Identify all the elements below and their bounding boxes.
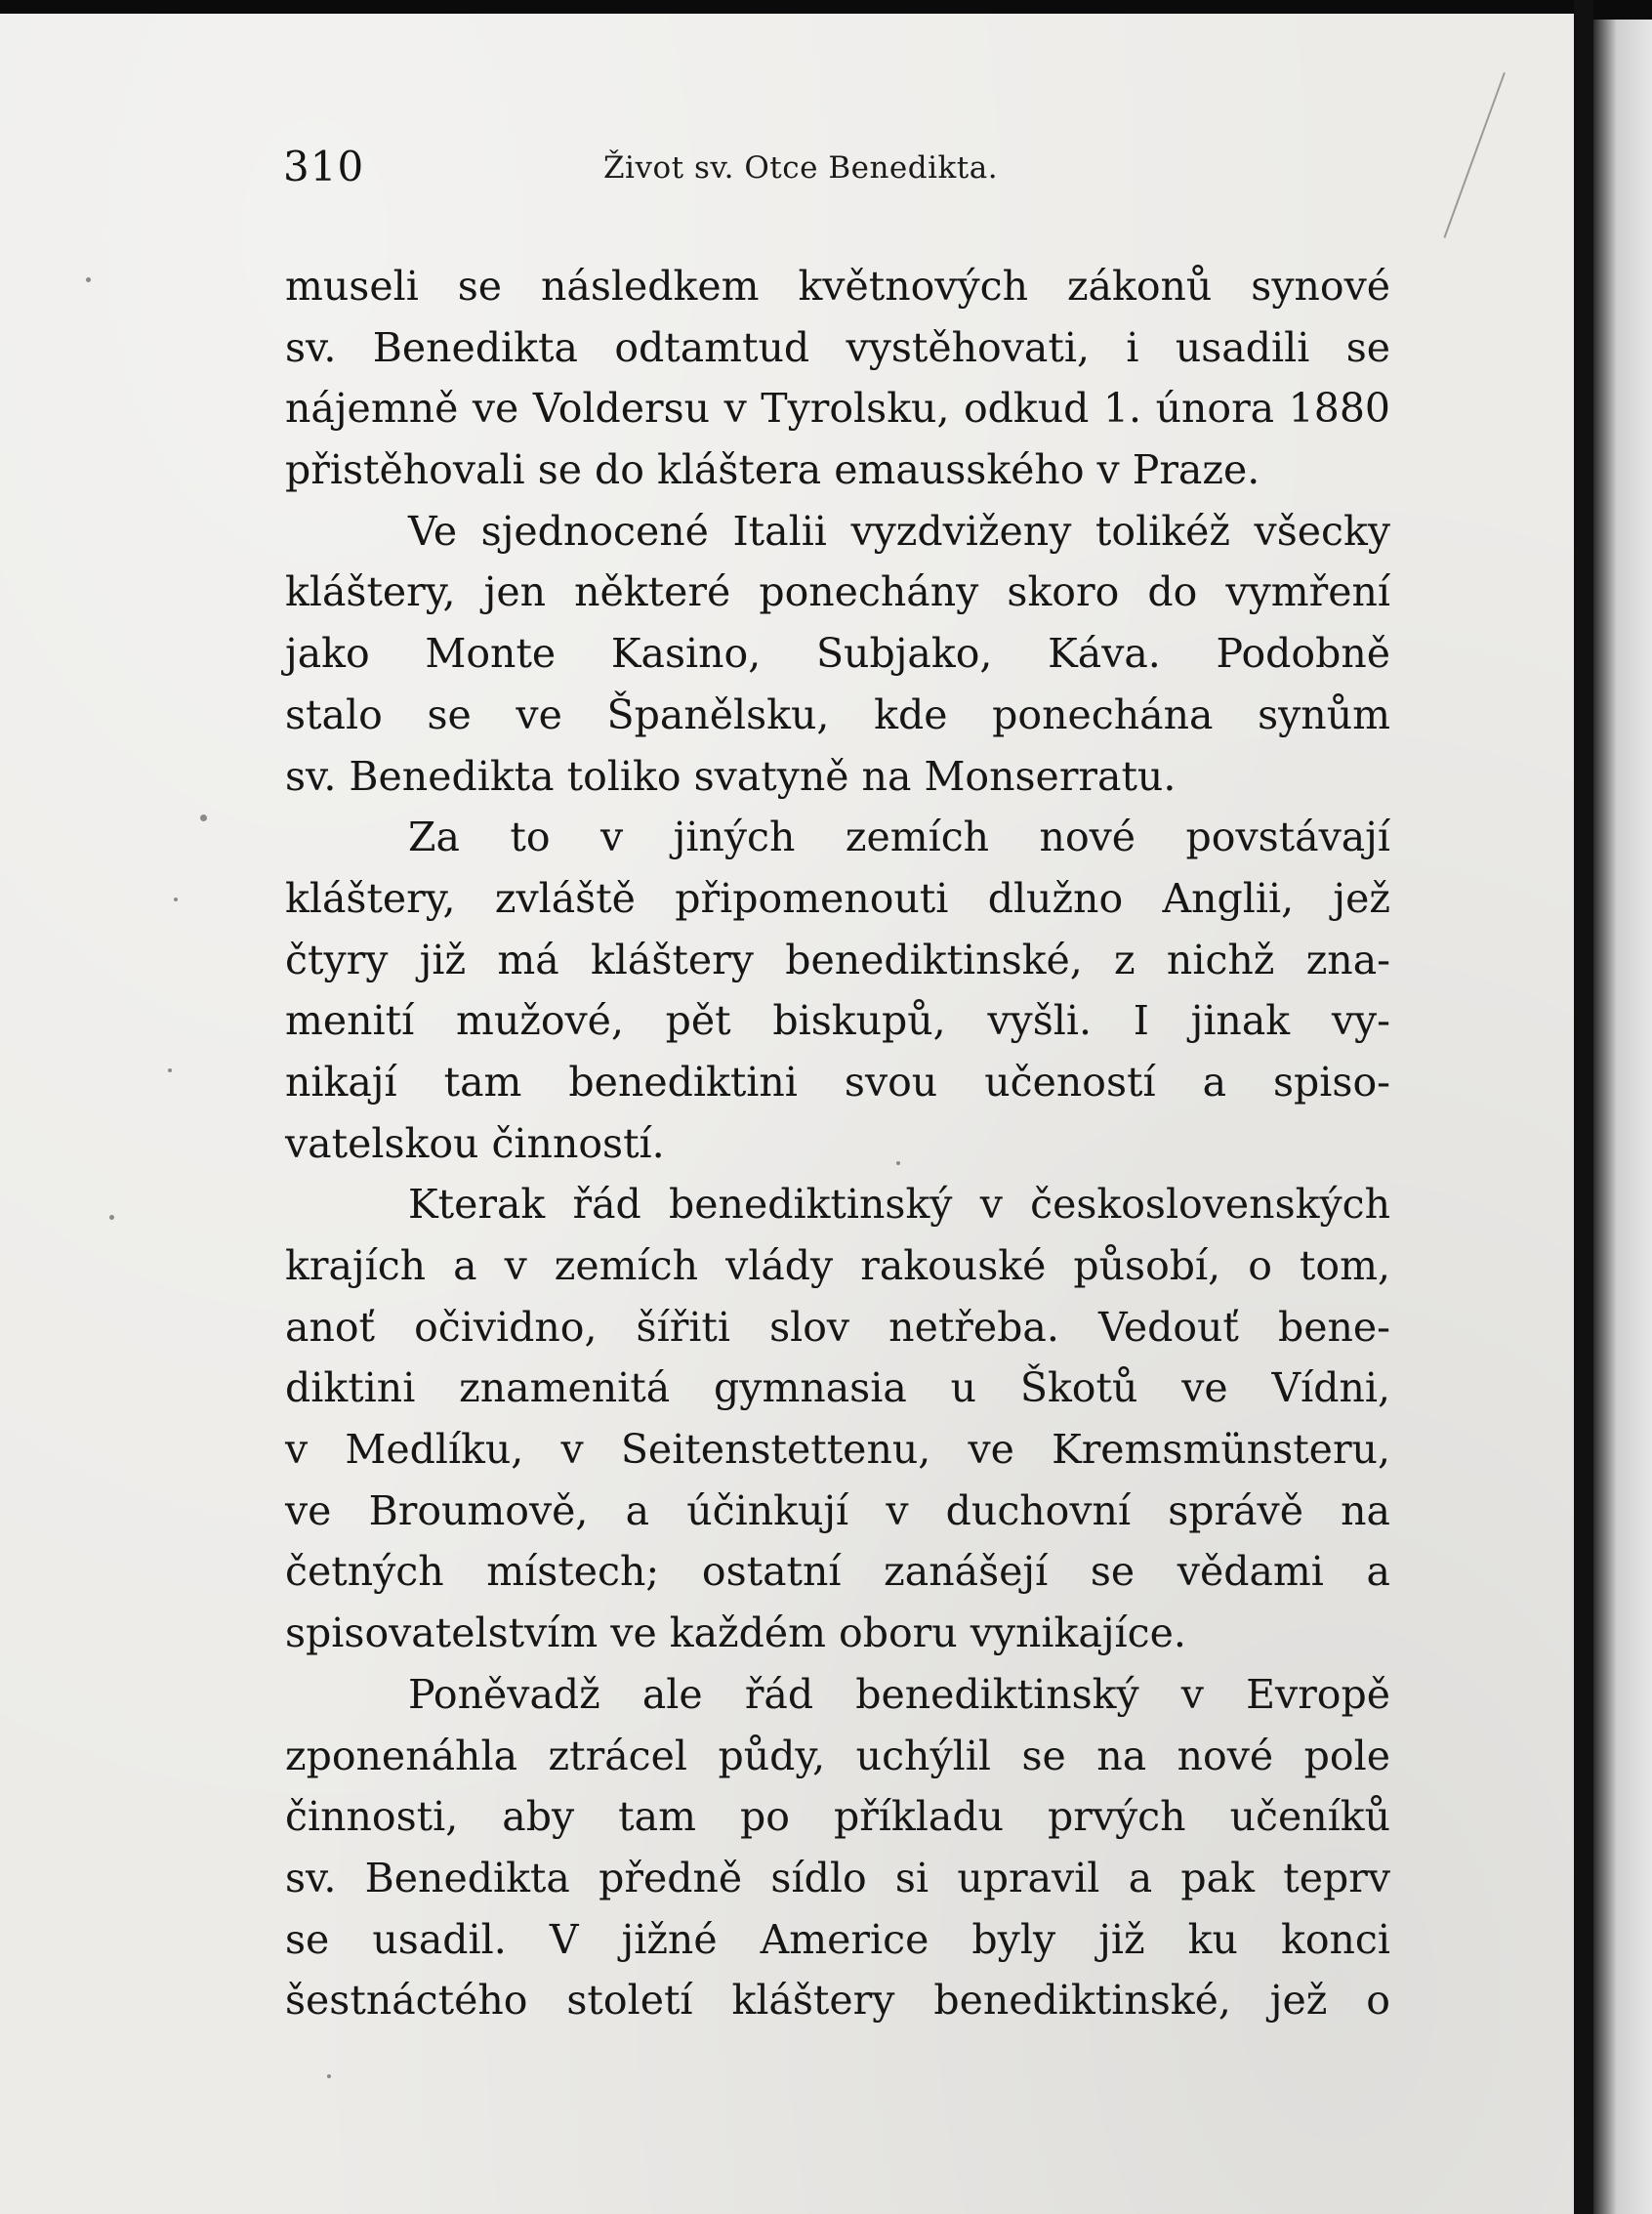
text-line: činnosti, aby tam po příkladu prvých učeníků [285,1793,1390,1841]
text-line: přistěhovali se do kláštera emausského v Praze. [285,446,1260,494]
text-line: v Medlíku, v Seitenstettenu, ve Kremsmünsteru, [285,1426,1390,1474]
next-page-edge [1593,20,1652,2214]
text-line: nikají tam benediktini svou učeností a spiso- [285,1058,1390,1106]
text-line: nájemně ve Voldersu v Tyrolsku, odkud 1. února 1880 [285,385,1390,433]
text-line: čtyry již má kláštery benediktinské, z nichž zna- [285,936,1390,983]
scan-speck [327,2074,331,2078]
scan-speck [86,277,91,282]
page-number: 310 [283,143,365,190]
text-line: sv. Benedikta předně sídlo si upravil a pak teprv [285,1854,1390,1901]
text-line: šestnáctého století kláštery benediktinské, jež o [285,1977,1390,2025]
text-line: menití mužové, pět biskupů, vyšli. I jinak vy- [285,997,1390,1045]
text-line: vatelskou činností. [285,1119,665,1167]
text-line: sv. Benedikta toliko svatyně na Monserratu. [285,752,1177,800]
scan-speck [200,815,207,821]
scan-speck [168,1068,172,1072]
scanned-page [0,14,1574,2214]
page-header [283,143,1416,191]
text-line: se usadil. V jižné Americe byly již ku konci [285,1915,1390,1963]
scan-speck [109,1215,114,1220]
text-line: sv. Benedikta odtamtud vystěhovati, i usadili se [285,323,1390,371]
text-line: ve Broumově, a účinkují v duchovní správě na [285,1486,1390,1534]
text-line: zponenáhla ztrácel půdy, uchýlil se na nové pole [285,1732,1390,1779]
text-line: Za to v jiných zemích nové povstávají [408,814,1390,861]
scan-scratch [1443,72,1505,238]
text-line: Ve sjednocené Italii vyzdviženy tolikéž všecky [408,507,1390,555]
text-line: četných místech; ostatní zanášejí se vědami a [285,1548,1390,1596]
text-line: Poněvadž ale řád benediktinský v Evropě [408,1670,1390,1718]
text-line: Kterak řád benediktinský v československých [408,1181,1390,1229]
text-line: kláštery, zvláště připomenouti dlužno Anglii, jež [285,874,1390,922]
body-text [285,256,1390,2031]
book-gutter [1574,0,1593,2214]
scan-speck [174,898,178,901]
running-title: Život sv. Otce Benedikta. [603,150,999,186]
text-line: spisovatelstvím ve každém oboru vynikajíce. [285,1609,1186,1657]
scan-speck [896,1161,900,1165]
text-line: jako Monte Kasino, Subjako, Káva. Podobně [285,630,1390,678]
text-line: museli se následkem květnových zákonů synové [285,263,1390,310]
text-line: diktini znamenitá gymnasia u Škotů ve Vídni, [285,1364,1390,1412]
text-line: krajích a v zemích vlády rakouské působí, o tom, [285,1242,1390,1289]
text-line: anoť očividno, šířiti slov netřeba. Vedouť bene- [285,1303,1390,1351]
text-line: stalo se ve Španělsku, kde ponechána synům [285,690,1390,738]
text-line: kláštery, jen některé ponechány skoro do vymření [285,568,1390,616]
